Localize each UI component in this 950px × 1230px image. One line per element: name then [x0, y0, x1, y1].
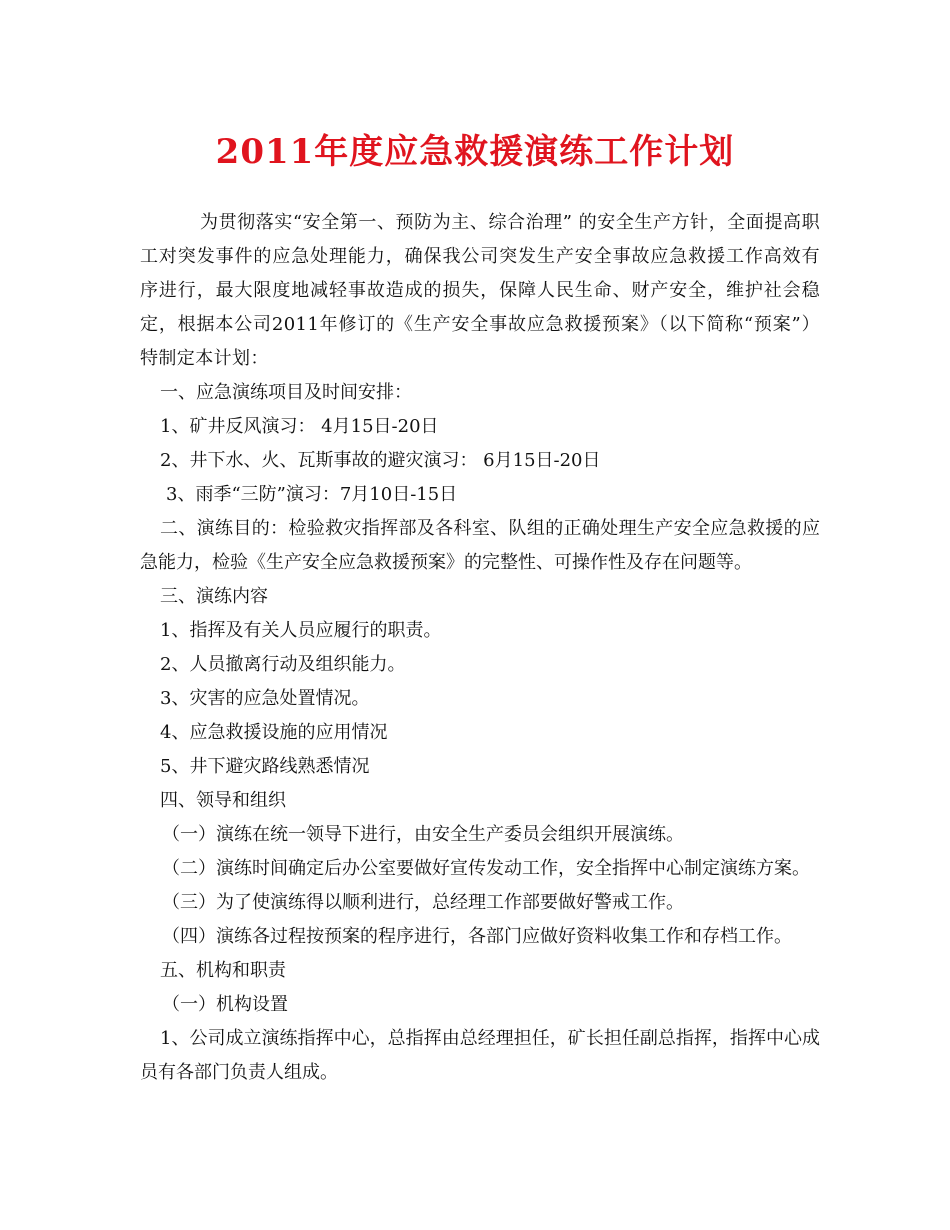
content-item: 1、指挥及有关人员应履行的职责。: [160, 620, 442, 641]
section-paragraph-2: 二、演练目的：检验救灾指挥部及各科室、队组的正确处理生产安全应急救援的应急能力，检验《生产安全应急救援预案》的完整性、可操作性及存在问题等。: [140, 518, 820, 573]
content-item: 2、人员撤离行动及组织能力。: [160, 654, 406, 675]
schedule-item: 3、雨季“三防”演习：7月10日-15日: [166, 484, 458, 505]
content-item: 4、应急救援设施的应用情况: [160, 722, 388, 743]
schedule-item: 2、井下水、火、瓦斯事故的避灾演习： 6月15日-20日: [160, 450, 601, 471]
organization-item: （一）演练在统一领导下进行，由安全生产委员会组织开展演练。: [162, 824, 684, 845]
organization-item: （三）为了使演练得以顺利进行，总经理工作部要做好警戒工作。: [162, 892, 684, 913]
subsection-heading: （一）机构设置: [162, 994, 288, 1015]
content-item: 3、灾害的应急处置情况。: [160, 688, 370, 709]
section-heading-1: 一、应急演练项目及时间安排：: [160, 382, 412, 403]
structure-item: 1、公司成立演练指挥中心，总指挥由总经理担任，矿长担任副总指挥，指挥中心成员有各部门负责人组成。: [140, 1028, 820, 1083]
document-title: 2011年度应急救援演练工作计划: [215, 132, 735, 172]
intro-paragraph: 为贯彻落实“安全第一、预防为主、综合治理” 的安全生产方针，全面提高职工对突发事件的应急处理能力，确保我公司突发生产安全事故应急救援工作高效有序进行，最大限度地减轻事故造成的损失，保障人民生命、财产安全，维护社会稳定，根据本公司2011年修订的《生产安全事故应急救援预案》（以下简称“预案”）特制定本计划：: [140, 212, 820, 369]
schedule-item: 1、矿井反风演习： 4月15日-20日: [160, 416, 439, 437]
section-heading-5: 五、机构和职责: [160, 960, 286, 981]
document-body: [140, 206, 820, 1090]
section-heading-4: 四、领导和组织: [160, 790, 286, 811]
organization-item: （二）演练时间确定后办公室要做好宣传发动工作，安全指挥中心制定演练方案。: [162, 858, 810, 879]
organization-item: （四）演练各过程按预案的程序进行，各部门应做好资料收集工作和存档工作。: [162, 926, 792, 947]
content-item: 5、井下避灾路线熟悉情况: [160, 756, 370, 777]
section-heading-3: 三、演练内容: [160, 586, 268, 607]
